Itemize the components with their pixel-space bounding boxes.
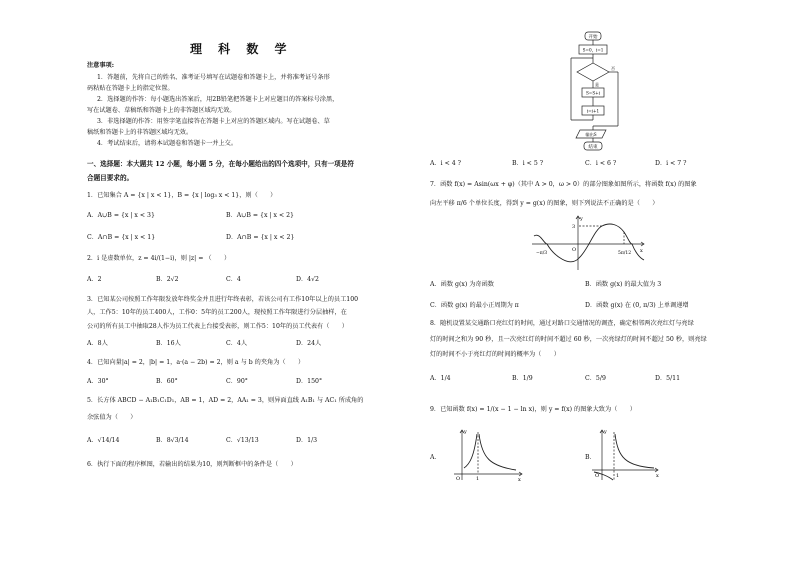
question-6-stem: 6．执行下面的程序框图，若输出的结果为10，则判断框中的条件是（ ） (87, 461, 297, 468)
q6-option-c: C．i < 6 ? (585, 160, 617, 167)
q2-option-a: A．2 (87, 276, 102, 283)
q7-option-b: B．函数 g(x) 的最大值为 3 (585, 281, 662, 288)
notice-line: 码粘贴在答题卡上的指定位置。 (87, 85, 174, 92)
notice-line: 1．答题前，先将自己的姓名、准考证号填写在试题卷和答题卡上，并将准考证号条形 (97, 74, 330, 81)
q9-graph-b (590, 426, 665, 482)
flowchart (560, 30, 640, 152)
q5-option-c: C．√13/13 (226, 437, 259, 444)
curve-b-right (615, 434, 654, 468)
flow-end-label: 结束 (588, 145, 598, 150)
q6-option-a: A．i < 4 ? (430, 160, 461, 167)
q8-option-b: B．1/9 (512, 375, 533, 382)
question-2-stem: 2．i 是虚数单位，z = 4i/(1−i)，则 |z| = （ ） (87, 255, 231, 262)
question-7-line: 向左平移 π/6 个单位长度，得到 y = g(x) 的图象，则下列说法不正确的是（ ） (430, 200, 659, 207)
q3-option-c: C．4人 (226, 340, 248, 347)
sine-curve (534, 224, 644, 262)
question-3-line: 公司的所有员工中抽取28人作为员工代表上台接受表彰，则工作5：10年的员工代表有（ ） (87, 323, 348, 330)
flow-no-label: 是 (595, 82, 599, 87)
notice-line: 3．非选择题的作答：用签字笔直接答在答题卡上对应的答题区域内。写在试题卷、草 (97, 118, 330, 125)
q9b-y-label: y (604, 429, 607, 435)
question-8-line: 灯的时间不小于亮红灯的时间的概率为（ ） (430, 351, 560, 358)
q9-option-b: B． (585, 454, 596, 461)
q9-option-a: A． (430, 454, 441, 461)
q7-option-a: A．函数 g(x) 为奇函数 (430, 281, 494, 288)
graph-xpos-label: 5π/12 (618, 251, 632, 256)
q6-option-d: D．i < 7 ? (655, 160, 687, 167)
q2-option-d: D．4√2 (296, 276, 319, 283)
notice-line: 2．选择题的作答：每小题选出答案后，用2B铅笔把答题卡上对应题目的答案标号涂黑， (97, 96, 339, 103)
graph-y-label: y (580, 216, 583, 222)
section-heading: 一、选择题：本大题共 12 小题，每小题 5 分，在每小题给出的四个选项中，只有一项是符 (87, 160, 354, 168)
q1-option-c: C．A∩B = {x | x < 1} (87, 234, 156, 241)
q3-option-b: B．16人 (156, 340, 181, 347)
flow-inc-label: i=i+1 (586, 108, 600, 114)
question-9-stem: 9．已知函数 f(x) = 1/(x − 1 − ln x)，则 y = f(x) 的图象大致为（ ） (430, 406, 636, 413)
q9a-one-label: 1 (476, 476, 480, 482)
curve-a-right (479, 434, 516, 470)
notice-line: 稿纸和答题卡上的非答题区域均无效。 (87, 129, 193, 136)
q1-option-b: B．A∪B = {x | x < 2} (226, 212, 294, 219)
graph-ymax-label: 3 (572, 224, 576, 230)
q3-option-d: D．24人 (296, 340, 322, 347)
flow-yes-label: 否 (611, 66, 615, 71)
notice-line: 写在试题卷、草稿纸和答题卡上的非答题区域均无效。 (87, 107, 236, 114)
q7-option-c: C．函数 g(x) 的最小正周期为 π (430, 302, 519, 309)
flow-condition (577, 63, 609, 81)
section-heading-cont: 合题目要求的。 (87, 174, 134, 182)
q4-option-d: D．150° (296, 378, 323, 385)
q8-option-c: C．5/9 (585, 375, 606, 382)
question-5-line: 5．长方体 ABCD − A₁B₁C₁D₁，AB = 1，AD = 2，AA₁ = 3，则异面直线 A₁B₁ 与 AC₁ 所成角的 (87, 397, 364, 404)
q9-graph-a (450, 426, 525, 482)
q6-option-b: B．i < 5 ? (512, 160, 544, 167)
question-3-line: 3．已知某公司按照工作年限发放年终奖金并且进行年终表彰，若该公司有工作10年以上的员工100 (87, 296, 359, 303)
sine-graph (532, 214, 647, 272)
q1-option-d: D．A∩B = {x | x < 2} (226, 234, 295, 241)
question-8-line: 8．随机设置某交通路口亮红灯的时间，通过对路口交通情况的调查，确定相邻两次亮红灯与亮绿 (430, 320, 694, 327)
question-4-stem: 4．已知向量|a| = 2，|b| = 1，a·(a − 2b) = 2，则 a 与 b 的夹角为（ ） (87, 359, 305, 366)
q9a-origin-label: O (456, 476, 461, 482)
q8-option-a: A．1/4 (430, 375, 451, 382)
question-5-line: 余弦值为（ ） (87, 414, 137, 421)
flow-init-label: S=0，i=1 (582, 47, 604, 53)
question-7-line: 7．函数 f(x) = Asin(ωx + φ)（其中 A > 0，ω > 0）的部分图象如图所示，将函数 f(x) 的图象 (430, 181, 697, 188)
q5-option-b: B．8√3/14 (156, 437, 189, 444)
flow-start-label: 开始 (588, 35, 598, 40)
question-3-line: 人，工作5：10年的员工400人，工作0：5年的员工200人，现按照工作年限进行分层抽样，在 (87, 309, 347, 316)
question-1-stem: 1．已知集合 A = {x | x < 1}，B = {x | log₃ x < 1}，则（ ） (87, 192, 277, 199)
question-8-line: 灯的时间之和为 90 秒，且一次亮红灯的时间不超过 60 秒，一次亮绿灯的时间不超过 50 秒，则亮绿 (430, 336, 707, 343)
graph-origin-label: O (572, 247, 577, 253)
q9b-x-label: x (656, 473, 659, 479)
flow-output-label: 输出S (585, 132, 597, 137)
notice-line: 4．考试结束后，请将本试题卷和答题卡一并上交。 (97, 140, 238, 147)
q5-option-d: D．1/3 (296, 437, 318, 444)
flow-body-label: S=S+i (585, 90, 601, 96)
q4-option-b: B．60° (156, 378, 178, 385)
q7-option-d: D．函数 g(x) 在 (0, π/3) 上单调递增 (585, 302, 689, 309)
q3-option-a: A．8人 (87, 340, 108, 347)
notice-heading: 注意事项: (87, 62, 115, 69)
q1-option-a: A．A∪B = {x | x < 3} (87, 212, 155, 219)
q4-option-a: A．30° (87, 378, 109, 385)
curve-a-left (464, 434, 477, 468)
q2-option-c: C．4 (226, 276, 241, 283)
q5-option-a: A．√14/14 (87, 437, 120, 444)
q4-option-c: C．90° (226, 378, 248, 385)
q8-option-d: D．5/11 (655, 375, 681, 382)
q9a-y-label: y (464, 429, 467, 435)
q9b-origin-label: O (595, 473, 600, 479)
q9b-one-label: 1 (616, 473, 620, 479)
q2-option-b: B．2√2 (156, 276, 179, 283)
graph-xneg-label: −π/3 (536, 251, 548, 256)
page-title: 理 科 数 学 (190, 42, 293, 56)
graph-x-label: x (640, 248, 643, 254)
q9a-x-label: x (518, 477, 521, 482)
